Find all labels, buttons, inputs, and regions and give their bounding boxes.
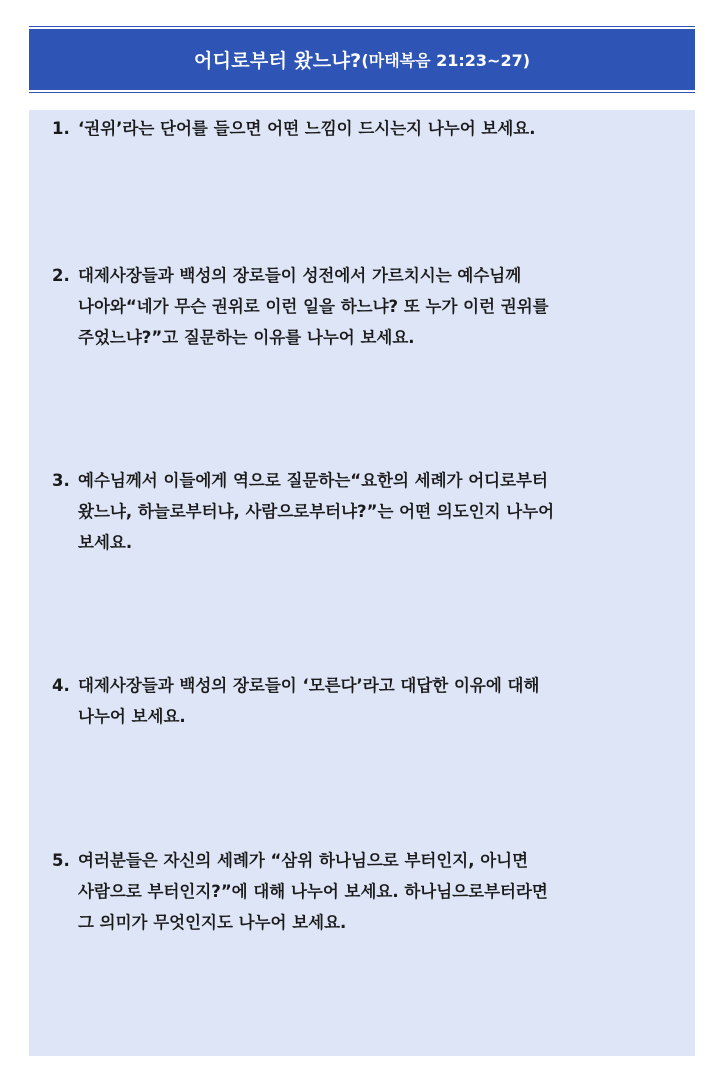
title-banner — [29, 29, 695, 90]
header-bottom-rule — [29, 92, 695, 93]
question-number: 2. — [52, 266, 70, 285]
question-number: 1. — [52, 119, 70, 138]
question-number: 5. — [52, 851, 70, 870]
question-text: 여러분들은 자신의 세례가 “삼위 하나님으로 부터인지, 아니면 사람으로 부터인지?”에 대해 나누어 보세요. 하나님으로부터라면 그 의미가 무엇인지도 나누어 보세요. — [78, 851, 548, 932]
question-text: 예수님께서 이들에게 역으로 질문하는“요한의 세례가 어디로부터 왔느냐, 하늘로부터냐, 사람으로부터냐?”는 어떤 의도인지 나누어 보세요. — [78, 471, 555, 552]
page-title: 어디로부터 왔느냐? — [193, 50, 362, 72]
question-4 — [52, 670, 672, 732]
question-1 — [52, 113, 672, 144]
question-5 — [52, 845, 672, 938]
question-text: 대제사장들과 백성의 장로들이 ‘모른다’라고 대답한 이유에 대해 나누어 보세요. — [78, 676, 540, 726]
question-number: 4. — [52, 676, 70, 695]
question-text: 대제사장들과 백성의 장로들이 성전에서 가르치시는 예수님께 나아와“네가 무슨 권위로 이런 일을 하느냐? 또 누가 이런 권위를 주었느냐?”고 질문하는 이유를 나누어 보세요. — [78, 266, 549, 347]
header-top-rule — [29, 26, 695, 27]
question-2 — [52, 260, 672, 353]
question-sheet — [29, 110, 695, 1056]
question-number: 3. — [52, 471, 70, 490]
question-text: ‘권위’라는 단어를 들으면 어떤 느낌이 드시는지 나누어 보세요. — [78, 119, 536, 138]
question-3 — [52, 465, 672, 558]
scripture-reference: (마태복음 21:23~27) — [361, 51, 531, 70]
